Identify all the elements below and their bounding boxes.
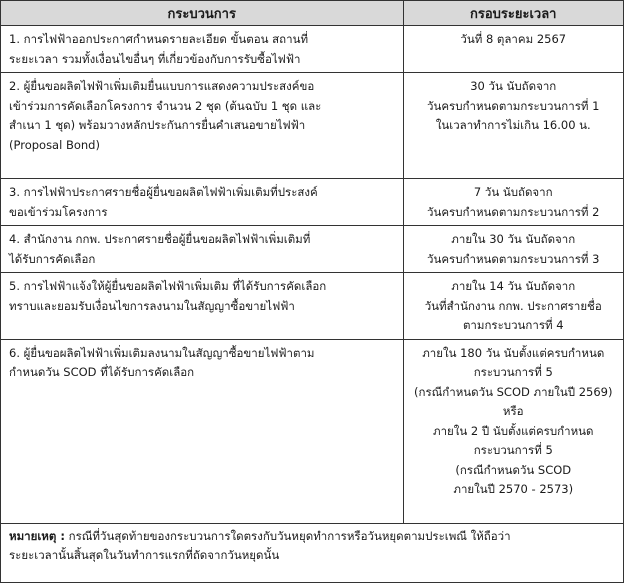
period-text: กระบวนการที่ 5 bbox=[473, 365, 553, 379]
period-text: (กรณีกำหนดวัน SCOD ภายในปี 2569) bbox=[414, 384, 613, 399]
process-step-text: ทราบและยอมรับเงื่อนไขการลงนามในสัญญาซื้อขายไฟฟ้า bbox=[9, 298, 295, 313]
process-step-text: กำหนดวัน SCOD ที่ได้รับการคัดเลือก bbox=[9, 365, 195, 379]
process-step-text: 5. การไฟฟ้าแจ้งให้ผู้ยื่นขอผลิตไฟฟ้าเพิ่มเติม ที่ได้รับการคัดเลือก bbox=[9, 279, 327, 293]
process-step-cell bbox=[1, 339, 403, 523]
table-row bbox=[1, 179, 623, 226]
process-step-text: 4. สำนักงาน กกพ. ประกาศรายชื่อผู้ยื่นขอผลิตไฟฟ้าเพิ่มเติมที่ bbox=[9, 232, 311, 246]
process-step-text: 2. ผู้ยื่นขอผลิตไฟฟ้าเพิ่มเติมยื่นแบบการแสดงความประสงค์ขอ bbox=[9, 79, 315, 93]
period-text: ภายใน 180 วัน นับตั้งแต่ครบกำหนด bbox=[422, 345, 605, 360]
table-row bbox=[1, 26, 623, 73]
process-timeline-table bbox=[1, 1, 623, 524]
period-text: ในเวลาทำการไม่เกิน 16.00 น. bbox=[435, 118, 591, 132]
header-period: กรอบระยะเวลา bbox=[403, 1, 623, 26]
period-text: ภายใน 2 ปี นับตั้งแต่ครบกำหนด bbox=[433, 423, 594, 438]
process-step-text: ระยะเวลา รวมทั้งเงื่อนไขอื่นๆ ที่เกี่ยวข้องกับการรับซื้อไฟฟ้า bbox=[9, 51, 301, 66]
table-body bbox=[1, 26, 623, 524]
table-row bbox=[1, 73, 623, 179]
period-cell bbox=[403, 339, 623, 523]
period-text: กระบวนการที่ 5 bbox=[473, 443, 553, 457]
table-header-row bbox=[1, 1, 623, 26]
period-text: วันครบกำหนดตามกระบวนการที่ 3 bbox=[427, 251, 600, 266]
period-text: ภายใน 30 วัน นับถัดจาก bbox=[451, 232, 576, 246]
process-step-text: (Proposal Bond) bbox=[9, 137, 100, 152]
process-step-text: เข้าร่วมการคัดเลือกโครงการ จำนวน 2 ชุด (ต้นฉบับ 1 ชุด และ bbox=[9, 98, 322, 113]
header-process: กระบวนการ bbox=[1, 1, 403, 26]
period-text: ตามกระบวนการที่ 4 bbox=[462, 318, 564, 332]
remark-text-line: ระยะเวลานั้นสิ้นสุดในวันทำการแรกที่ถัดจากวันหยุดนั้น bbox=[9, 547, 280, 562]
process-step-cell bbox=[1, 273, 403, 340]
table-row bbox=[1, 226, 623, 273]
process-step-cell bbox=[1, 226, 403, 273]
period-text: หรือ bbox=[502, 404, 524, 418]
period-cell bbox=[403, 73, 623, 179]
process-step-cell bbox=[1, 26, 403, 73]
period-text: วันครบกำหนดตามกระบวนการที่ 1 bbox=[427, 98, 600, 113]
remark-note bbox=[1, 524, 623, 565]
process-step-cell bbox=[1, 73, 403, 179]
remark-label: หมายเหตุ : bbox=[9, 528, 65, 543]
period-text: วันครบกำหนดตามกระบวนการที่ 2 bbox=[427, 204, 600, 219]
process-step-text: 6. ผู้ยื่นขอผลิตไฟฟ้าเพิ่มเติมลงนามในสัญญาซื้อขายไฟฟ้าตาม bbox=[9, 345, 315, 360]
table-row bbox=[1, 339, 623, 523]
process-step-text: 3. การไฟฟ้าประกาศรายชื่อผู้ยื่นขอผลิตไฟฟ้าเพิ่มเติมที่ประสงค์ bbox=[9, 185, 318, 199]
period-text: 30 วัน นับถัดจาก bbox=[470, 79, 557, 93]
period-text: วันที่สำนักงาน กกพ. ประกาศรายชื่อ bbox=[424, 298, 602, 313]
process-step-text: สำเนา 1 ชุด) พร้อมวางหลักประกันการยื่นคำเสนอขายไฟฟ้า bbox=[9, 118, 306, 132]
table-row bbox=[1, 273, 623, 340]
period-cell bbox=[403, 179, 623, 226]
period-cell bbox=[403, 273, 623, 340]
process-step-text: ได้รับการคัดเลือก bbox=[9, 251, 96, 266]
process-step-cell bbox=[1, 179, 403, 226]
period-text: วันที่ 8 ตุลาคม 2567 bbox=[460, 32, 567, 46]
period-cell bbox=[403, 226, 623, 273]
period-text: ภายในปี 2570 - 2573) bbox=[453, 482, 574, 496]
process-step-text: ขอเข้าร่วมโครงการ bbox=[9, 204, 108, 219]
remark-text-line: กรณีที่วันสุดท้ายของกระบวนการใดตรงกับวันหยุดทำการหรือวันหยุดตามประเพณี ให้ถือว่า bbox=[64, 528, 511, 543]
period-cell bbox=[403, 26, 623, 73]
period-text: (กรณีกำหนดวัน SCOD bbox=[455, 462, 572, 477]
process-step-text: 1. การไฟฟ้าออกประกาศกำหนดรายละเอียด ขั้นตอน สถานที่ bbox=[9, 32, 309, 46]
period-text: 7 วัน นับถัดจาก bbox=[473, 185, 553, 199]
period-text: ภายใน 14 วัน นับถัดจาก bbox=[451, 279, 576, 293]
